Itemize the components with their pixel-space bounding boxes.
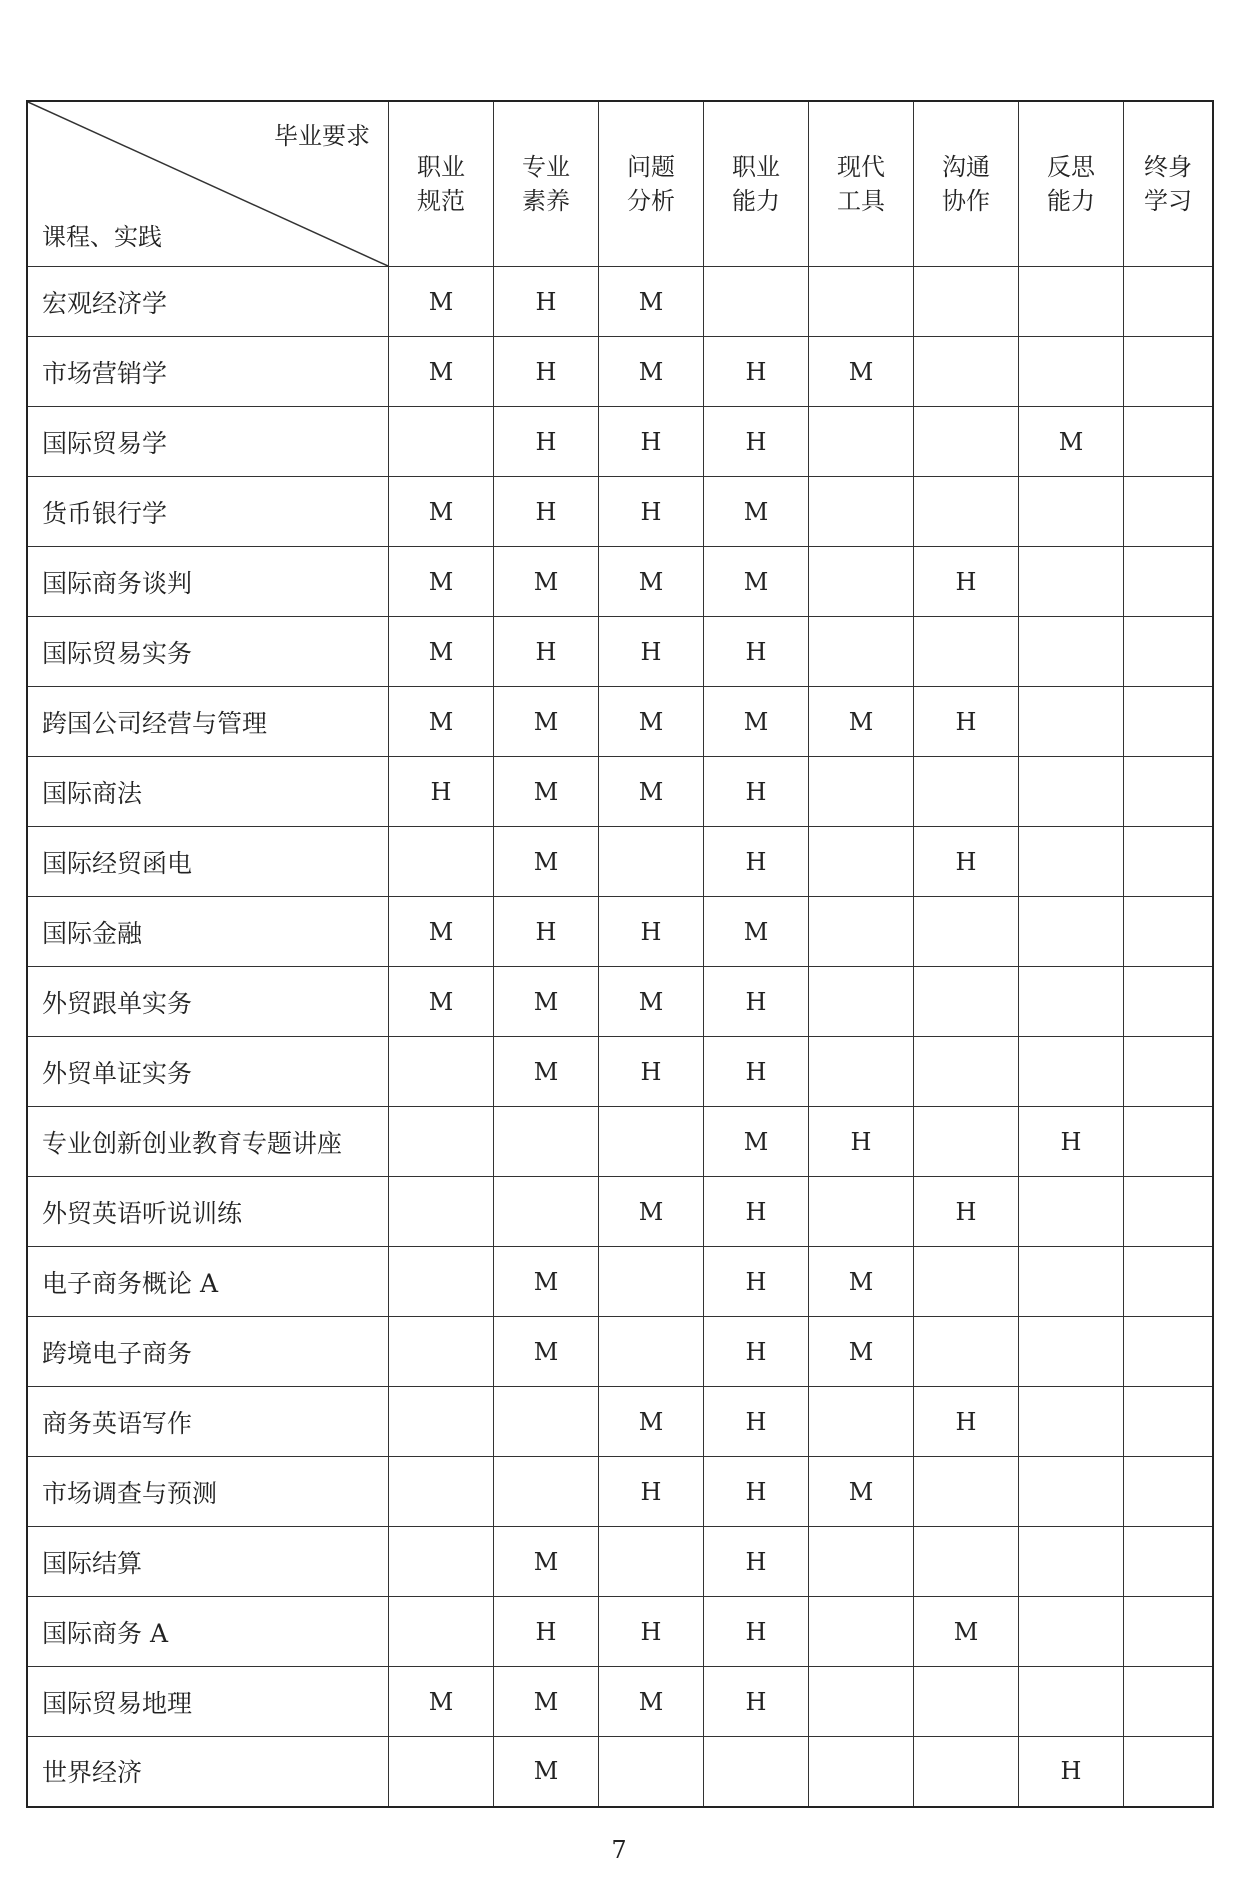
support-level-cell — [1124, 267, 1214, 337]
course-name-cell: 外贸单证实务 — [27, 1037, 389, 1107]
support-level-cell — [1124, 687, 1214, 757]
table-row — [27, 1597, 1213, 1667]
support-level-cell: H — [704, 1037, 809, 1107]
support-level-cell: H — [914, 1387, 1019, 1457]
support-level-cell — [809, 1527, 914, 1597]
course-name-cell: 商务英语写作 — [27, 1387, 389, 1457]
support-level-cell — [809, 897, 914, 967]
support-level-cell: M — [599, 1177, 704, 1247]
support-level-cell — [809, 1737, 914, 1807]
support-level-cell: M — [494, 1737, 599, 1807]
table-row — [27, 827, 1213, 897]
support-level-cell — [1124, 1457, 1214, 1527]
requirement-label-line1: 反思 — [1047, 153, 1095, 181]
support-level-cell: H — [704, 1177, 809, 1247]
support-level-cell — [809, 757, 914, 827]
support-level-cell: M — [389, 547, 494, 617]
support-level-cell: H — [1019, 1107, 1124, 1177]
support-level-cell — [389, 1457, 494, 1527]
support-level-cell — [1124, 1597, 1214, 1667]
course-name-cell: 跨国公司经营与管理 — [27, 687, 389, 757]
support-level-cell: M — [809, 687, 914, 757]
support-level-cell — [1019, 267, 1124, 337]
support-level-cell: H — [704, 967, 809, 1037]
support-level-cell — [914, 1247, 1019, 1317]
support-level-cell: H — [599, 897, 704, 967]
table-row — [27, 1457, 1213, 1527]
requirement-label-line2: 能力 — [1047, 187, 1095, 215]
course-name-cell: 跨境电子商务 — [27, 1317, 389, 1387]
support-level-cell — [1124, 1107, 1214, 1177]
support-level-cell — [1124, 1387, 1214, 1457]
support-level-cell: H — [1019, 1737, 1124, 1807]
support-level-cell — [1124, 617, 1214, 687]
support-level-cell: M — [599, 1387, 704, 1457]
course-name-cell: 专业创新创业教育专题讲座 — [27, 1107, 389, 1177]
support-level-cell — [599, 827, 704, 897]
table-row — [27, 547, 1213, 617]
support-level-cell — [1124, 337, 1214, 407]
table-row — [27, 617, 1213, 687]
support-level-cell — [809, 617, 914, 687]
support-level-cell — [809, 1597, 914, 1667]
support-level-cell: M — [599, 757, 704, 827]
header-row — [27, 101, 1213, 267]
corner-header-cell — [27, 101, 389, 267]
support-level-cell — [494, 1457, 599, 1527]
requirement-header — [599, 101, 704, 267]
support-level-cell — [1124, 1037, 1214, 1107]
support-level-cell — [1019, 1527, 1124, 1597]
support-level-cell — [914, 897, 1019, 967]
course-name-cell: 国际贸易学 — [27, 407, 389, 477]
support-level-cell — [1019, 757, 1124, 827]
support-level-cell — [914, 337, 1019, 407]
course-name-cell: 国际结算 — [27, 1527, 389, 1597]
support-level-cell — [809, 1037, 914, 1107]
support-level-cell — [389, 1527, 494, 1597]
support-level-cell: M — [494, 1527, 599, 1597]
support-level-cell — [599, 1247, 704, 1317]
support-level-cell — [914, 967, 1019, 1037]
support-level-cell — [1019, 337, 1124, 407]
table-row — [27, 1037, 1213, 1107]
table-row — [27, 967, 1213, 1037]
table-row — [27, 757, 1213, 827]
support-level-cell: H — [494, 617, 599, 687]
page-number: 7 — [611, 1836, 627, 1864]
support-level-cell: H — [914, 1177, 1019, 1247]
support-level-cell: H — [704, 1317, 809, 1387]
course-name-cell: 世界经济 — [27, 1737, 389, 1807]
support-level-cell: M — [809, 337, 914, 407]
requirement-label-line1: 职业 — [732, 153, 780, 181]
support-level-cell: M — [494, 547, 599, 617]
support-level-cell — [1124, 897, 1214, 967]
support-level-cell: H — [704, 337, 809, 407]
table-row — [27, 1247, 1213, 1317]
support-level-cell — [914, 477, 1019, 547]
corner-label-requirements: 毕业要求 — [274, 122, 370, 150]
support-level-cell: H — [599, 1597, 704, 1667]
support-level-cell: M — [599, 337, 704, 407]
support-level-cell — [914, 1317, 1019, 1387]
support-level-cell — [389, 1317, 494, 1387]
support-level-cell: H — [704, 1457, 809, 1527]
support-level-cell — [1019, 827, 1124, 897]
support-level-cell: M — [494, 1247, 599, 1317]
support-level-cell — [914, 1107, 1019, 1177]
support-level-cell — [809, 547, 914, 617]
support-level-cell — [809, 827, 914, 897]
support-level-cell — [1124, 1667, 1214, 1737]
table-row — [27, 1527, 1213, 1597]
support-level-cell: H — [704, 1247, 809, 1317]
table-row — [27, 267, 1213, 337]
support-level-cell — [1124, 407, 1214, 477]
table-row — [27, 477, 1213, 547]
support-level-cell: H — [599, 1037, 704, 1107]
table-row — [27, 1387, 1213, 1457]
support-level-cell — [1019, 617, 1124, 687]
support-level-cell — [1019, 477, 1124, 547]
support-level-cell: H — [704, 1527, 809, 1597]
support-level-cell — [809, 1667, 914, 1737]
requirement-label-line1: 问题 — [627, 153, 675, 181]
support-level-cell — [914, 1667, 1019, 1737]
requirements-matrix-table — [26, 100, 1214, 1808]
requirement-label-line1: 沟通 — [942, 153, 990, 181]
support-level-cell — [1124, 1247, 1214, 1317]
support-level-cell — [1019, 1597, 1124, 1667]
requirement-label-line1: 现代 — [837, 153, 885, 181]
requirement-header — [389, 101, 494, 267]
requirement-header — [914, 101, 1019, 267]
support-level-cell: H — [494, 477, 599, 547]
support-level-cell — [389, 827, 494, 897]
support-level-cell: H — [809, 1107, 914, 1177]
support-level-cell: H — [704, 757, 809, 827]
requirement-label-line2: 协作 — [942, 187, 990, 215]
support-level-cell — [914, 1457, 1019, 1527]
corner-label-courses: 课程、实践 — [42, 223, 162, 251]
support-level-cell: M — [389, 337, 494, 407]
support-level-cell: M — [494, 687, 599, 757]
support-level-cell — [1019, 1037, 1124, 1107]
table-row — [27, 1177, 1213, 1247]
support-level-cell — [1124, 1177, 1214, 1247]
support-level-cell: M — [599, 967, 704, 1037]
requirement-label-line2: 规范 — [417, 187, 465, 215]
support-level-cell: M — [599, 547, 704, 617]
support-level-cell — [389, 1597, 494, 1667]
requirement-header — [1124, 101, 1214, 267]
support-level-cell — [494, 1107, 599, 1177]
support-level-cell: M — [809, 1457, 914, 1527]
support-level-cell: M — [389, 617, 494, 687]
support-level-cell — [914, 407, 1019, 477]
support-level-cell — [389, 1387, 494, 1457]
support-level-cell: M — [914, 1597, 1019, 1667]
requirement-label-line2: 分析 — [627, 187, 675, 215]
support-level-cell: H — [704, 617, 809, 687]
support-level-cell: M — [599, 1667, 704, 1737]
support-level-cell: H — [389, 757, 494, 827]
support-level-cell: H — [704, 1597, 809, 1667]
course-name-cell: 市场调查与预测 — [27, 1457, 389, 1527]
support-level-cell: H — [599, 407, 704, 477]
support-level-cell — [809, 267, 914, 337]
support-level-cell: M — [494, 1667, 599, 1737]
support-level-cell — [1124, 477, 1214, 547]
support-level-cell: M — [494, 967, 599, 1037]
support-level-cell: M — [389, 1667, 494, 1737]
support-level-cell: M — [704, 687, 809, 757]
requirement-header — [704, 101, 809, 267]
course-name-cell: 国际贸易实务 — [27, 617, 389, 687]
support-level-cell — [1124, 967, 1214, 1037]
support-level-cell — [599, 1317, 704, 1387]
requirement-header — [809, 101, 914, 267]
course-name-cell: 货币银行学 — [27, 477, 389, 547]
requirement-label-line1: 终身 — [1144, 153, 1192, 181]
support-level-cell: M — [809, 1247, 914, 1317]
requirement-label-line2: 工具 — [837, 187, 885, 215]
support-level-cell — [1124, 827, 1214, 897]
support-level-cell — [389, 1107, 494, 1177]
support-level-cell — [389, 1737, 494, 1807]
requirement-header — [1019, 101, 1124, 267]
table-row — [27, 1737, 1213, 1807]
support-level-cell — [914, 617, 1019, 687]
support-level-cell: H — [704, 1387, 809, 1457]
support-level-cell — [914, 1737, 1019, 1807]
support-level-cell — [599, 1737, 704, 1807]
table-row — [27, 1107, 1213, 1177]
course-name-cell: 市场营销学 — [27, 337, 389, 407]
support-level-cell: H — [494, 1597, 599, 1667]
support-level-cell: M — [389, 687, 494, 757]
support-level-cell — [1124, 547, 1214, 617]
support-level-cell: M — [389, 267, 494, 337]
support-level-cell: H — [914, 687, 1019, 757]
course-name-cell: 外贸跟单实务 — [27, 967, 389, 1037]
support-level-cell: H — [704, 827, 809, 897]
support-level-cell: H — [599, 1457, 704, 1527]
support-level-cell — [704, 267, 809, 337]
support-level-cell — [1124, 1737, 1214, 1807]
table-row — [27, 1667, 1213, 1737]
support-level-cell: M — [809, 1317, 914, 1387]
support-level-cell — [1019, 687, 1124, 757]
matrix-body — [27, 267, 1213, 1807]
support-level-cell — [599, 1527, 704, 1597]
support-level-cell: M — [599, 687, 704, 757]
support-level-cell — [809, 407, 914, 477]
support-level-cell — [389, 1247, 494, 1317]
support-level-cell: M — [704, 1107, 809, 1177]
support-level-cell: H — [494, 897, 599, 967]
support-level-cell: H — [599, 617, 704, 687]
requirement-label-line1: 专业 — [522, 153, 570, 181]
support-level-cell: H — [914, 547, 1019, 617]
course-name-cell: 宏观经济学 — [27, 267, 389, 337]
requirement-label-line2: 素养 — [522, 187, 570, 215]
support-level-cell — [809, 477, 914, 547]
support-level-cell: M — [389, 477, 494, 547]
course-name-cell: 国际商务 A — [27, 1597, 389, 1667]
support-level-cell — [809, 1387, 914, 1457]
support-level-cell — [1124, 1527, 1214, 1597]
support-level-cell — [389, 407, 494, 477]
requirement-label-line1: 职业 — [417, 153, 465, 181]
course-name-cell: 电子商务概论 A — [27, 1247, 389, 1317]
support-level-cell: H — [704, 1667, 809, 1737]
support-level-cell: M — [389, 897, 494, 967]
support-level-cell: M — [704, 547, 809, 617]
support-level-cell — [914, 1037, 1019, 1107]
support-level-cell: M — [704, 897, 809, 967]
support-level-cell — [704, 1737, 809, 1807]
support-level-cell: M — [389, 967, 494, 1037]
support-level-cell: M — [494, 757, 599, 827]
support-level-cell — [494, 1177, 599, 1247]
support-level-cell: H — [494, 267, 599, 337]
requirement-label-line2: 能力 — [732, 187, 780, 215]
support-level-cell — [1019, 1317, 1124, 1387]
support-level-cell — [1019, 547, 1124, 617]
support-level-cell — [599, 1107, 704, 1177]
requirement-header — [494, 101, 599, 267]
course-name-cell: 国际经贸函电 — [27, 827, 389, 897]
support-level-cell: M — [1019, 407, 1124, 477]
course-name-cell: 国际贸易地理 — [27, 1667, 389, 1737]
support-level-cell: H — [599, 477, 704, 547]
support-level-cell — [1124, 1317, 1214, 1387]
course-name-cell: 国际商务谈判 — [27, 547, 389, 617]
support-level-cell: H — [494, 407, 599, 477]
support-level-cell — [809, 967, 914, 1037]
support-level-cell — [914, 1527, 1019, 1597]
support-level-cell — [1019, 1177, 1124, 1247]
course-name-cell: 国际金融 — [27, 897, 389, 967]
support-level-cell: H — [914, 827, 1019, 897]
table-row — [27, 337, 1213, 407]
table-row — [27, 897, 1213, 967]
course-name-cell: 国际商法 — [27, 757, 389, 827]
support-level-cell — [1019, 1247, 1124, 1317]
support-level-cell: M — [599, 267, 704, 337]
support-level-cell: H — [494, 337, 599, 407]
table-row — [27, 687, 1213, 757]
support-level-cell — [1019, 967, 1124, 1037]
support-level-cell — [1019, 1667, 1124, 1737]
support-level-cell — [1019, 1457, 1124, 1527]
support-level-cell — [914, 267, 1019, 337]
support-level-cell: M — [494, 1317, 599, 1387]
support-level-cell — [494, 1387, 599, 1457]
support-level-cell: M — [704, 477, 809, 547]
support-level-cell: M — [494, 827, 599, 897]
support-level-cell — [1019, 1387, 1124, 1457]
support-level-cell: H — [704, 407, 809, 477]
support-level-cell — [1019, 897, 1124, 967]
table-row — [27, 1317, 1213, 1387]
support-level-cell — [389, 1037, 494, 1107]
course-name-cell: 外贸英语听说训练 — [27, 1177, 389, 1247]
support-level-cell — [914, 757, 1019, 827]
requirement-label-line2: 学习 — [1144, 187, 1192, 215]
support-level-cell: M — [494, 1037, 599, 1107]
support-level-cell — [389, 1177, 494, 1247]
support-level-cell — [1124, 757, 1214, 827]
table-row — [27, 407, 1213, 477]
support-level-cell — [809, 1177, 914, 1247]
